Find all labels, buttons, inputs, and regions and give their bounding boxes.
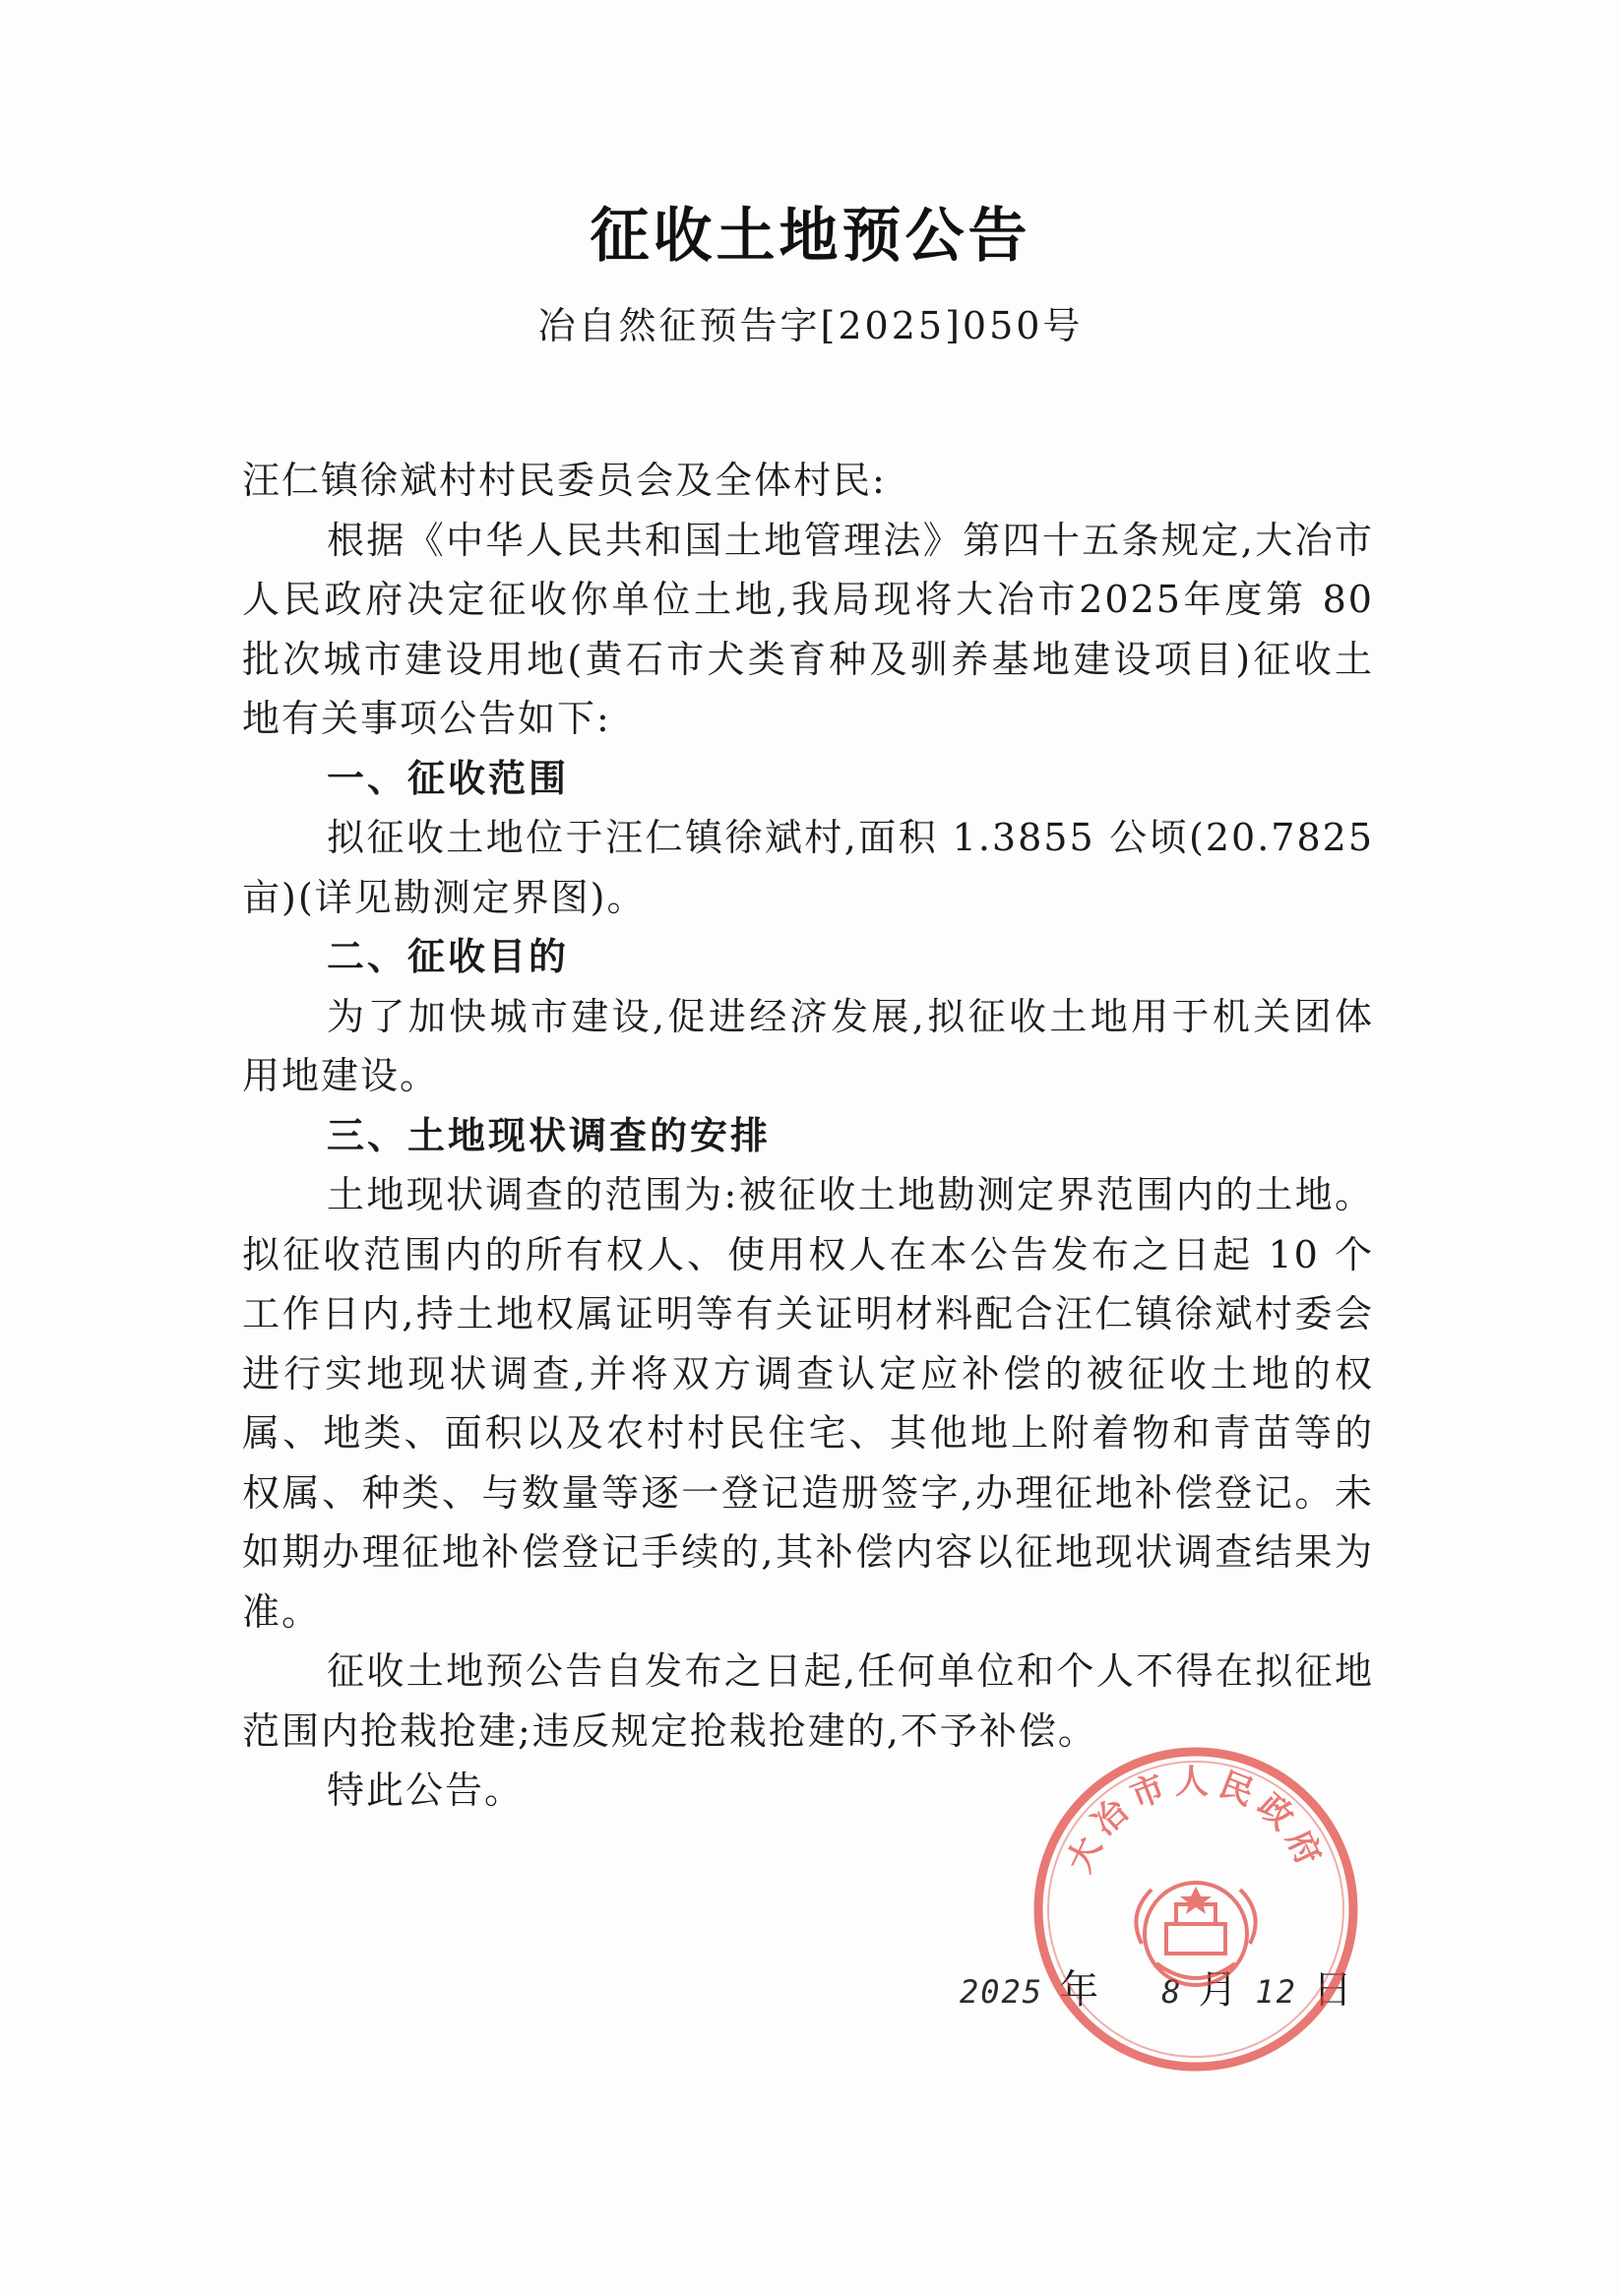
section-heading-purpose: 二、征收目的 xyxy=(327,935,570,978)
section-paragraph-survey: 土地现状调查的范围为:被征收土地勘测定界范围内的土地。拟征收范围内的所有权人、使用权人在本公告发布之日起 10 个工作日内,持土地权属证明等有关证明材料配合汪仁镇徐斌村委会进行实地现状调查,并将双方调查认定应补偿的被征收土地的权属、地类、面积以及农村村民住宅、其他地上附着物和青苗等的权属、种类、与数量等逐一登记造册签字,办理征地补偿登记。未如期办理征地补偿登记手续的,其补偿内容以征地现状调查结果为准。 xyxy=(242,1173,1374,1634)
date-year-label: 年 xyxy=(1059,1967,1101,2013)
signature-date xyxy=(960,1958,1354,2015)
date-month: 8 xyxy=(1161,1973,1183,2011)
seal-text: 大冶市人民政府 xyxy=(1059,1762,1333,1879)
section-paragraph-scope: 拟征收土地位于汪仁镇徐斌村,面积 1.3855 公顷(20.7825亩)(详见勘测定界图)。 xyxy=(242,816,1374,919)
section-heading-scope: 一、征收范围 xyxy=(327,756,570,800)
document-title: 征收土地预公告 xyxy=(590,202,1031,271)
intro-paragraph: 根据《中华人民共和国土地管理法》第四十五条规定,大冶市人民政府决定征收你单位土地,我局现将大冶市2025年度第 80 批次城市建设用地(黄石市犬类育种及驯养基地建设项目)征收土地有关事项公告如下: xyxy=(242,518,1374,740)
date-month-label: 月 xyxy=(1198,1967,1240,2013)
document-body xyxy=(242,451,1374,1821)
date-day: 12 xyxy=(1255,1973,1297,2011)
document-number: 冶自然征预告字[2025]050号 xyxy=(537,304,1084,347)
addressee: 汪仁镇徐斌村村民委员会及全体村民: xyxy=(242,459,887,502)
section-paragraph-prohibition: 征收土地预公告自发布之日起,任何单位和个人不得在拟征地范围内抢栽抢建;违反规定抢栽抢建的,不予补偿。 xyxy=(242,1649,1374,1753)
section-heading-survey: 三、土地现状调查的安排 xyxy=(327,1113,772,1157)
section-paragraph-purpose: 为了加快城市建设,促进经济发展,拟征收土地用于机关团体用地建设。 xyxy=(242,994,1374,1097)
closing-statement: 特此公告。 xyxy=(327,1769,525,1812)
date-year: 2025 xyxy=(960,1973,1044,2011)
date-day-label: 日 xyxy=(1312,1967,1354,2013)
